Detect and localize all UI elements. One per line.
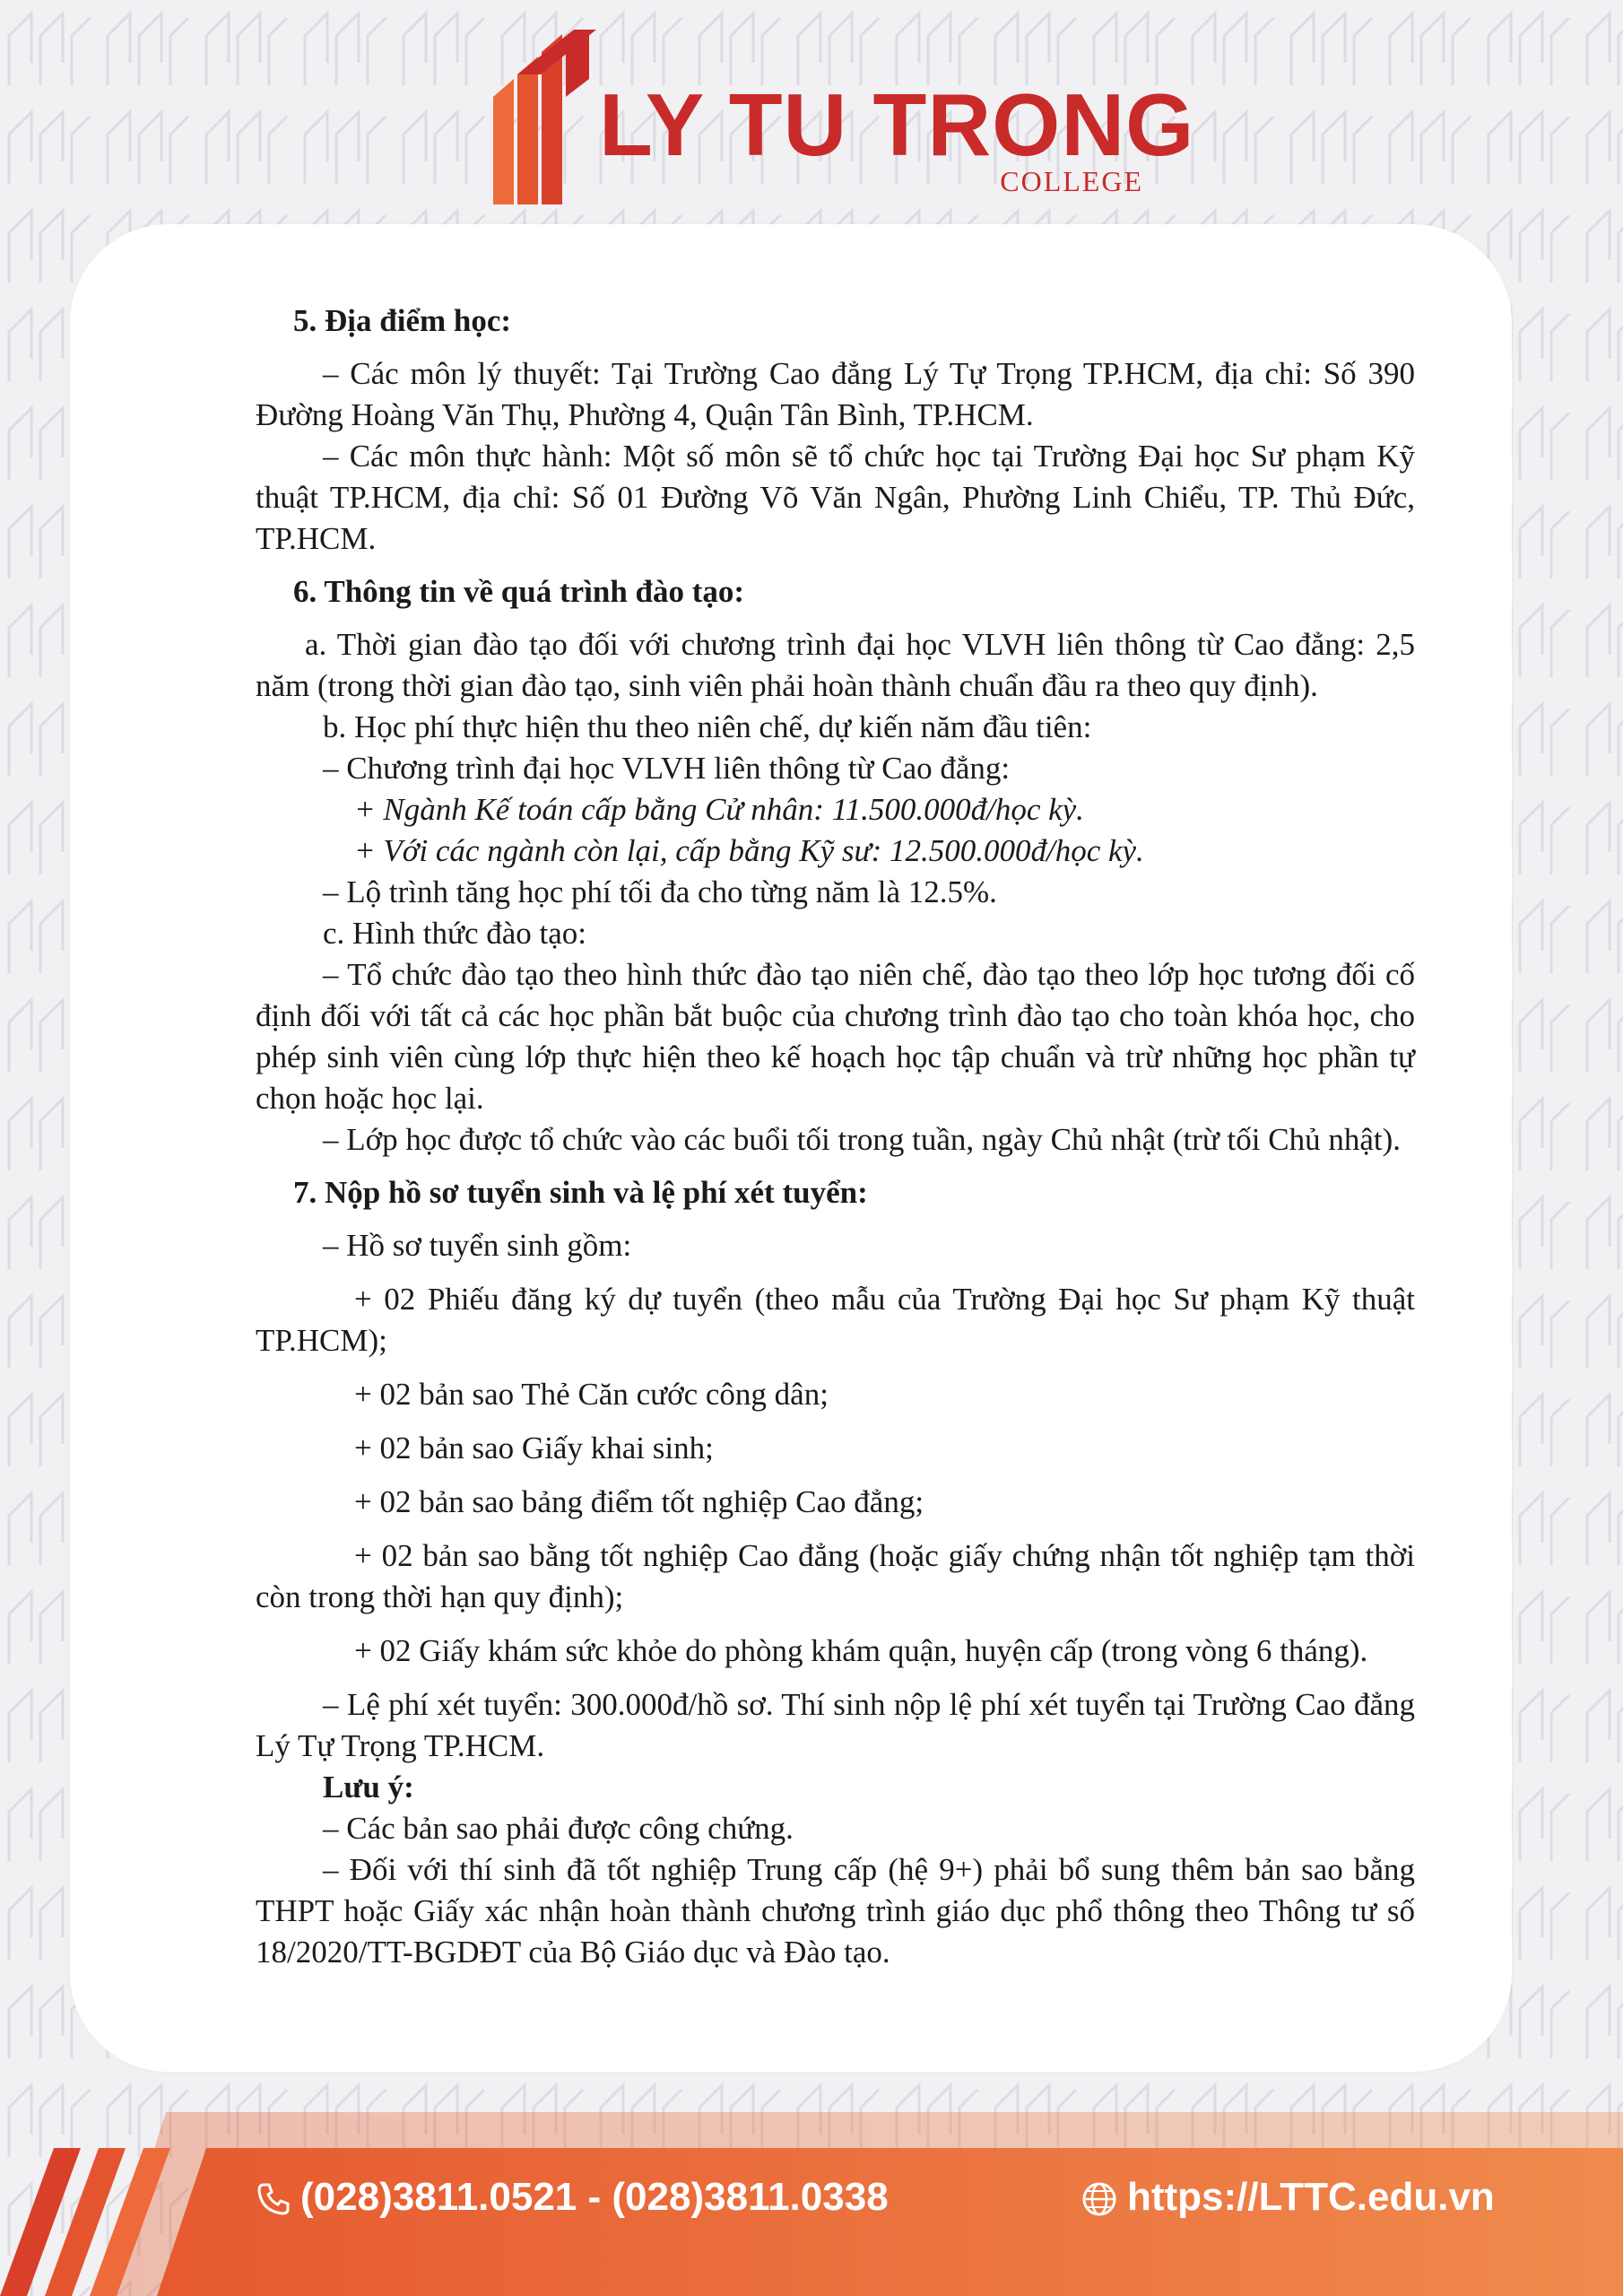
doc-item: + 02 Phiếu đăng ký dự tuyển (theo mẫu của Trường Đại học Sư phạm Kỹ thuật TP.HCM); [256, 1282, 1415, 1358]
fee-accounting: + Ngành Kế toán cấp bằng Cử nhân: 11.500.000đ/học kỳ. [354, 792, 1084, 827]
section-5-item-2: – Các môn thực hành: Một số môn sẽ tổ chức học tại Trường Đại học Sư phạm Kỹ thuật TP.HCM, địa chỉ: Số 01 Đường Võ Văn Ngân, Phường Linh Chiểu, TP. Thủ Đức, TP.HCM. [256, 439, 1415, 556]
section-6-c-item-2: – Lớp học được tổ chức vào các buổi tối trong tuần, ngày Chủ nhật (trừ tối Chủ nhật). [323, 1122, 1401, 1157]
section-6-b-program: – Chương trình đại học VLVH liên thông từ Cao đẳng: [323, 751, 1011, 786]
footer-phone [256, 2175, 889, 2219]
doc-item: + 02 bản sao bảng điểm tốt nghiệp Cao đẳng; [354, 1484, 924, 1519]
section-6-b: b. Học phí thực hiện thu theo niên chế, dự kiến năm đầu tiên: [323, 709, 1092, 744]
note-item: – Đối với thí sinh đã tốt nghiệp Trung cấp (hệ 9+) phải bổ sung thêm bản sao bằng THPT hoặc Giấy xác nhận hoàn thành chương trình giáo dục phổ thông theo Thông tư số 18/2020/TT-BGDĐT của Bộ Giáo dục và Đào tạo. [256, 1852, 1415, 1970]
college-logo [489, 25, 1195, 204]
section-5-title: 5. Địa điểm học: [293, 303, 512, 338]
section-6-c: c. Hình thức đào tạo: [323, 916, 587, 951]
logo-subtitle: COLLEGE [1000, 165, 1143, 197]
doc-item: + 02 bản sao bằng tốt nghiệp Cao đẳng (hoặc giấy chứng nhận tốt nghiệp tạm thời còn trong thời hạn quy định); [256, 1538, 1415, 1614]
fee-other: + Với các ngành còn lại, cấp bằng Kỹ sư: 12.500.000đ/học kỳ. [354, 833, 1144, 868]
doc-item: + 02 bản sao Thẻ Căn cước công dân; [354, 1377, 829, 1412]
globe-icon [1081, 2180, 1118, 2218]
phone-numbers[interactable]: (028)3811.0521 - (028)3811.0338 [300, 2175, 889, 2219]
phone-icon [256, 2181, 291, 2217]
section-6-c-item-1: – Tổ chức đào tạo theo hình thức đào tạo niên chế, đào tạo theo lớp học tương đối cố định đối với tất cả các học phần bắt buộc của chương trình đào tạo cho toàn khóa học, cho phép sinh viên cùng lớp thực hiện theo kế hoạch học tập chuẩn và trừ những học phần tự chọn hoặc học lại. [256, 957, 1415, 1116]
admission-fee: – Lệ phí xét tuyển: 300.000đ/hồ sơ. Thí sinh nộp lệ phí xét tuyển tại Trường Cao đẳng Lý Tự Trọng TP.HCM. [256, 1687, 1415, 1763]
note-title: Lưu ý: [323, 1770, 414, 1805]
logo-mark-icon [489, 25, 605, 204]
note-item: – Các bản sao phải được công chứng. [323, 1811, 794, 1846]
docs-intro: – Hồ sơ tuyển sinh gồm: [323, 1228, 632, 1263]
website-link[interactable]: https://LTTC.edu.vn [1127, 2175, 1495, 2219]
doc-item: + 02 Giấy khám sức khỏe do phòng khám quận, huyện cấp (trong vòng 6 tháng). [354, 1633, 1368, 1668]
section-6-a: a. Thời gian đào tạo đối với chương trình đại học VLVH liên thông từ Cao đẳng: 2,5 năm (trong thời gian đào tạo, sinh viên phải hoàn thành chuẩn đầu ra theo quy định). [256, 627, 1415, 703]
logo-name: LY TU TRONG [599, 75, 1195, 174]
section-7-title: 7. Nộp hồ sơ tuyển sinh và lệ phí xét tuyển: [293, 1175, 868, 1210]
footer-website [1081, 2175, 1495, 2219]
section-6-title: 6. Thông tin về quá trình đào tạo: [293, 574, 745, 609]
section-5-item-1: – Các môn lý thuyết: Tại Trường Cao đẳng Lý Tự Trọng TP.HCM, địa chỉ: Số 390 Đường Hoàng Văn Thụ, Phường 4, Quận Tân Bình, TP.HCM. [256, 356, 1415, 432]
doc-item: + 02 bản sao Giấy khai sinh; [354, 1431, 714, 1465]
document-body [256, 300, 1415, 1973]
fee-increase: – Lộ trình tăng học phí tối đa cho từng năm là 12.5%. [323, 874, 997, 909]
